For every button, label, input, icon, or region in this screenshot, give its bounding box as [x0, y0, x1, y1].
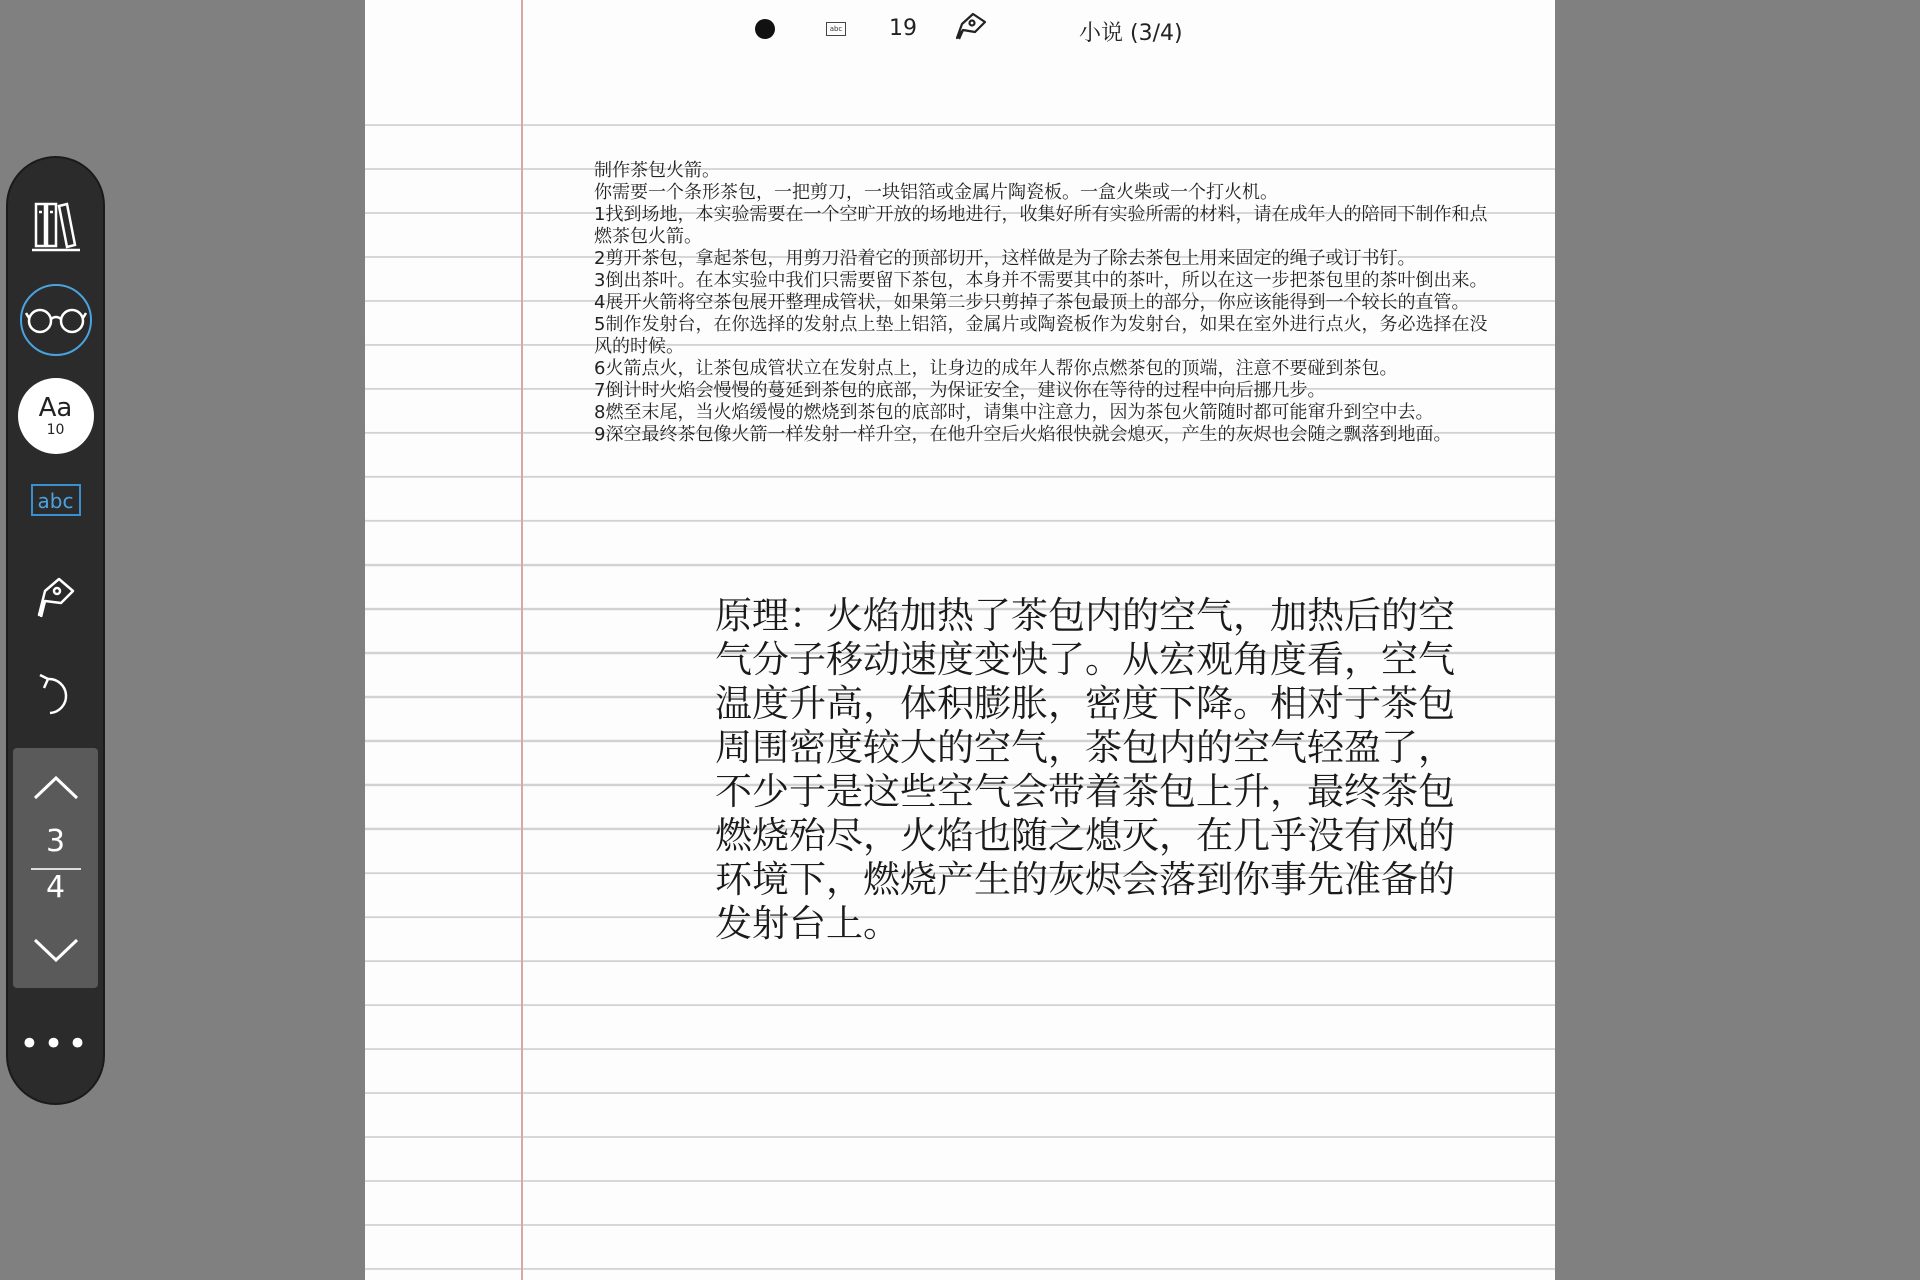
reading-mode-button[interactable]: [8, 282, 103, 358]
undo-icon: [34, 669, 78, 719]
text-line: 制作茶包火箭。: [594, 160, 720, 181]
reader-toolbar: [8, 158, 103, 1103]
notebook-page: [365, 0, 1555, 1280]
principle-paragraph: 原理：火焰加热了茶包内的空气，加热后的空气分子移动速度变快了。从宏观角度看，空气温度升高，体积膨胀，密度下降。相对于茶包周围密度较大的空气，茶包内的空气轻盈了，不少于是这些空气会带着茶包上升，最终茶包燃烧殆尽，火焰也随之熄灭，在几乎没有风的环境下，燃烧产生的灰烬会落到你事先准备的发射台上。: [715, 594, 1455, 945]
document-title: 小说 (3/4): [1079, 21, 1183, 46]
text-line: 1找到场地，本实验需要在一个空旷开放的场地进行，收集好所有实验所需的材料，请在成年人的陪同下制作和点燃茶包火箭。: [594, 204, 1488, 247]
more-button[interactable]: [8, 1024, 103, 1064]
more-icon: •••: [19, 1024, 92, 1064]
text-line: 8燃至末尾，当火焰缓慢的燃烧到茶包的底部时，请集中注意力，因为茶包火箭随时都可能窜升到空中去。: [594, 402, 1434, 423]
pen-color-indicator[interactable]: [755, 19, 775, 39]
text-line: 你需要一个条形茶包，一把剪刀，一块铝箔或金属片陶瓷板。一盒火柴或一个打火机。: [594, 182, 1278, 203]
page-navigator: [13, 748, 98, 988]
margin-line: [521, 0, 523, 1280]
document-body: [594, 160, 1494, 446]
status-bar: [365, 8, 1555, 46]
pen-icon: [31, 571, 81, 621]
library-icon: [30, 198, 82, 254]
library-button[interactable]: [8, 196, 103, 256]
text-line: 6火箭点火，让茶包成管状立在发射点上，让身边的成年人帮你点燃茶包的顶端，注意不要碰到茶包。: [594, 358, 1398, 379]
status-abc-icon[interactable]: abc: [826, 22, 846, 36]
text-recognition-button[interactable]: [8, 478, 103, 522]
page-down-button[interactable]: [13, 926, 98, 976]
glasses-icon: [25, 305, 87, 335]
text-line: 4展开火箭将空茶包展开整理成管状，如果第二步只剪掉了茶包最顶上的部分，你应该能得到一个较长的直管。: [594, 292, 1470, 313]
text-line: 3倒出茶叶。在本实验中我们只需要留下茶包，本身并不需要其中的茶叶，所以在这一步把茶包里的茶叶倒出来。: [594, 270, 1488, 291]
pen-tool-button[interactable]: [8, 568, 103, 624]
status-page-number: 19: [889, 16, 917, 41]
total-pages: 4: [45, 870, 66, 905]
chevron-down-icon: [31, 936, 81, 966]
text-line: 2剪开茶包，拿起茶包，用剪刀沿着它的顶部切开，这样做是为了除去茶包上用来固定的绳子或订书钉。: [594, 248, 1416, 269]
abc-icon: abc: [31, 484, 81, 516]
font-label: Aa: [38, 393, 73, 423]
font-size-value: 10: [46, 422, 65, 438]
text-line: 5制作发射台，在你选择的发射点上垫上铝箔，金属片或陶瓷板作为发射台，如果在室外进行点火，务必选择在没风的时候。: [594, 314, 1488, 357]
text-line: 9深空最终茶包像火箭一样发射一样升空，在他升空后火焰很快就会熄灭，产生的灰烬也会随之飘落到地面。: [594, 424, 1452, 445]
page-up-button[interactable]: [13, 762, 98, 812]
status-pen-icon[interactable]: [953, 10, 991, 40]
font-size-button[interactable]: [8, 376, 103, 456]
undo-button[interactable]: [8, 666, 103, 722]
current-page: 3: [45, 824, 66, 859]
chevron-up-icon: [31, 772, 81, 802]
text-line: 7倒计时火焰会慢慢的蔓延到茶包的底部，为保证安全，建议你在等待的过程中向后挪几步。: [594, 380, 1326, 401]
